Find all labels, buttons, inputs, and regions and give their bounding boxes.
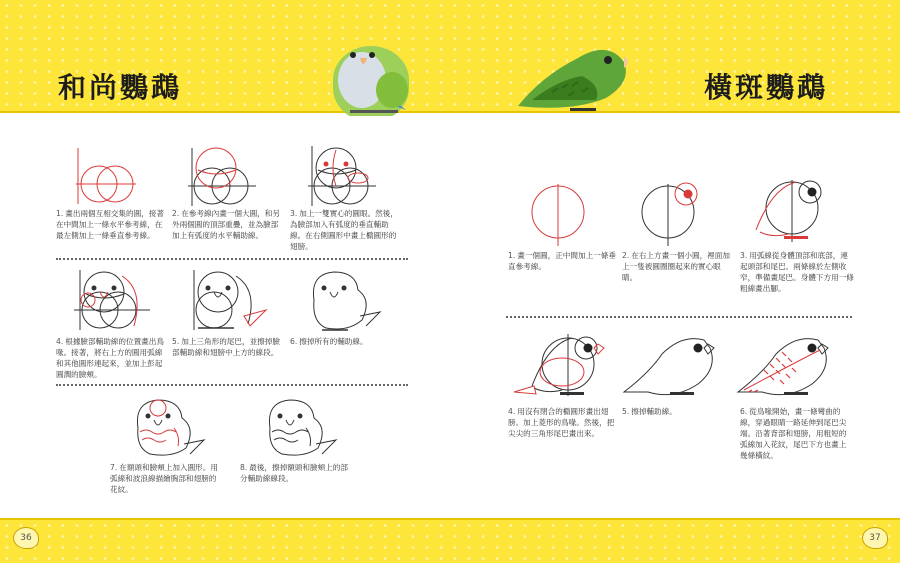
right-page-number: 37 (862, 527, 888, 549)
right-step-2-figure (636, 182, 704, 248)
left-step-4-caption: 4. 根據臉部輔助線的位置畫出鳥喙。接著，將右上方的圓用弧線和其他圓形連起來，並加上彭起圓潤的臉頰。 (56, 337, 164, 379)
left-step-8-caption: 8. 最後，擦掉額頭和臉頰上的部分輔助線線段。 (240, 463, 348, 483)
right-page-title: 橫斑鸚鵡 (704, 71, 829, 104)
right-step-4-caption: 4. 用沒有閉合的橢圓形畫出翅膀。加上菱形的鳥喙。然後，把尖尖的三角形尾巴畫出來。 (508, 407, 615, 438)
right-divider-1 (506, 316, 852, 318)
left-step-5-caption: 5. 加上三角形的尾巴，並擦掉臉部輔助線和翅膀中上方的線段。 (172, 337, 280, 357)
right-step-2-caption: 2. 在右上方畫一個小圓，裡面加上一隻被圓圈圈起來的實心眼睛。 (622, 251, 730, 282)
left-step-1-caption: 1. 畫出兩個互相交集的圓，接著在中間加上一條水平參考線，在最左側加上一條垂直參考線。 (56, 209, 164, 240)
monk-parakeet-illustration (322, 30, 420, 116)
right-step-3-caption: 3. 用弧線從身體頂部和底部，連起頭部和尾巴。兩條線於左側收窄，準備畫尾巴。身體下方用一條粗線畫出腳。 (740, 251, 854, 293)
left-page-title: 和尚鸚鵡 (58, 71, 183, 104)
left-step-3-caption: 3. 加上一雙實心的圓眼。然後，為臉部加入有弧度的垂直輔助線。在右側圓形中畫上橢圓形的翅膀。 (290, 209, 398, 251)
left-step-6-figure (300, 266, 384, 332)
left-step-2-caption: 2. 在參考線內畫一個大圓，和另外兩個圓的頂部重疊，並為臉部加上有弧度的水平輔助線。 (172, 209, 280, 240)
left-step-7-figure (124, 396, 208, 458)
left-divider-2 (56, 384, 408, 386)
right-step-3-figure (752, 178, 832, 248)
left-step-7-caption: 7. 在額頭和臉頰上加入圓形。用弧線和波浪線描繪胸部和翅膀的花紋。 (110, 463, 218, 494)
left-step-6-caption: 6. 擦掉所有的輔助線。 (290, 337, 368, 346)
left-step-1-figure (74, 146, 138, 206)
left-step-5-figure (184, 266, 268, 332)
right-step-5-figure (622, 328, 722, 400)
left-page-number: 36 (13, 527, 39, 549)
left-divider-1 (56, 258, 408, 260)
left-step-3-figure (306, 142, 378, 208)
left-step-4-figure (70, 266, 154, 332)
footer-band (0, 518, 900, 563)
right-step-6-figure (736, 328, 836, 400)
right-step-5-caption: 5. 擦掉輔助線。 (622, 407, 677, 416)
left-step-2-figure (186, 144, 258, 208)
right-step-4-figure (512, 328, 612, 400)
right-step-1-figure (526, 182, 590, 248)
right-step-1-caption: 1. 畫一個圓，正中間加上一條垂直參考線。 (508, 251, 616, 271)
left-step-8-figure (256, 396, 340, 458)
barred-parakeet-illustration (512, 36, 634, 114)
right-step-6-caption: 6. 從鳥喙開始，畫一條彎曲的線，穿過眼睛一路延伸到尾巴尖端。沿著背部和翅膀，用粗短的弧線加入花紋，尾巴下方也畫上幾條橫紋。 (740, 407, 847, 460)
